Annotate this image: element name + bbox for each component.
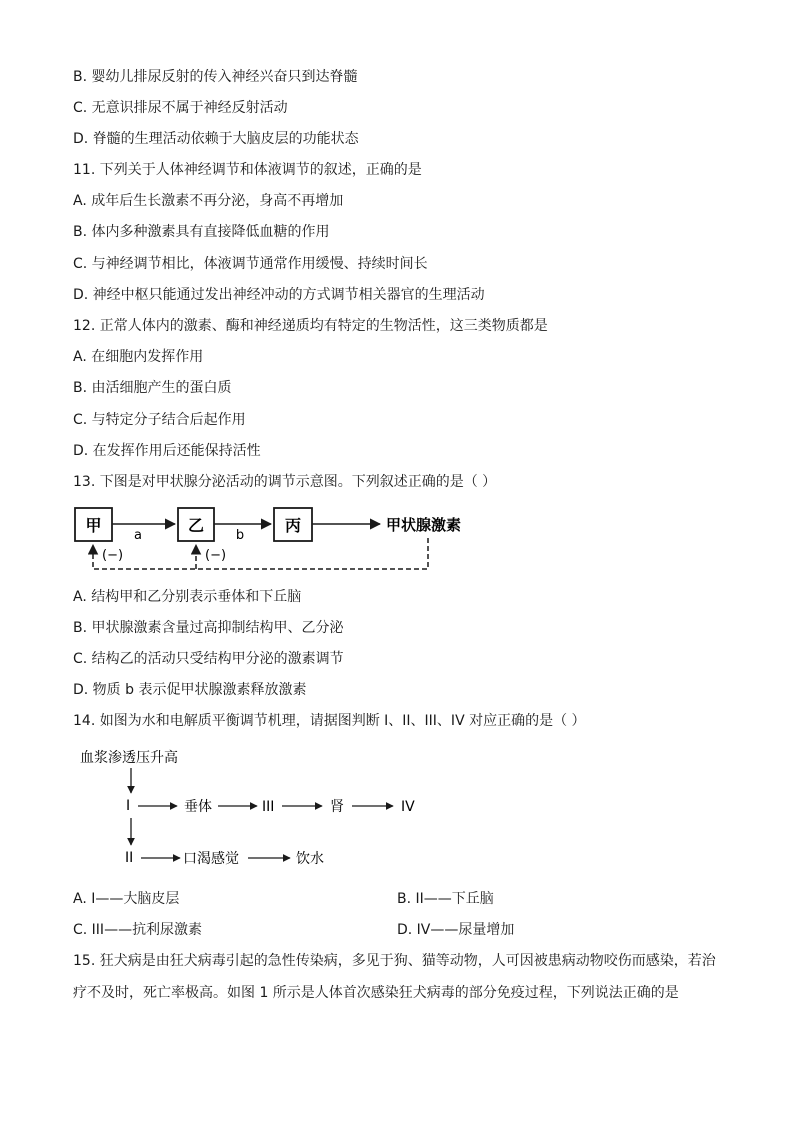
option-13c: C. 结构乙的活动只受结构甲分泌的激素调节	[73, 651, 344, 667]
question-14-stem: 14. 如图为水和电解质平衡调节机理，请据图判断 I、II、III、IV 对应正确的是（ ）	[73, 713, 586, 729]
option-14d: D. IV——尿量增加	[397, 922, 515, 938]
label-b: b	[235, 528, 245, 543]
option-12d: D. 在发挥作用后还能保持活性	[73, 443, 261, 459]
node-i: I	[126, 798, 131, 814]
box-bing	[274, 508, 312, 541]
option-12a: A. 在细胞内发挥作用	[73, 349, 204, 365]
inhibit-label-2: (−)	[205, 548, 227, 563]
box-yi	[178, 508, 214, 541]
question-15-stem-line2: 疗不及时，死亡率极高。如图 1 所示是人体首次感染狂犬病毒的部分免疫过程，下列说法正确的是	[73, 985, 679, 1001]
option-13d: D. 物质 b 表示促甲状腺激素释放激素	[73, 682, 307, 698]
option-10d: D. 脊髓的生理活动依赖于大脑皮层的功能状态	[73, 131, 359, 147]
question-12-stem: 12. 正常人体内的激素、酶和神经递质均有特定的生物活性，这三类物质都是	[73, 318, 548, 334]
question-11-stem: 11. 下列关于人体神经调节和体液调节的叙述，正确的是	[73, 162, 422, 178]
option-14b: B. II——下丘脑	[397, 891, 494, 907]
plasma-osmolarity-rise: 血浆渗透压升高	[80, 750, 178, 766]
node-thirst: 口渴感觉	[183, 851, 239, 867]
label-a: a	[134, 528, 142, 543]
option-11b: B. 体内多种激素具有直接降低血糖的作用	[73, 224, 330, 240]
question-13-stem: 13. 下图是对甲状腺分泌活动的调节示意图。下列叙述正确的是（ ）	[73, 474, 497, 490]
option-11c: C. 与神经调节相比，体液调节通常作用缓慢、持续时间长	[73, 256, 428, 272]
node-ii: II	[125, 850, 134, 866]
option-14a: A. I——大脑皮层	[73, 891, 180, 907]
output-thyroid-hormone: 甲状腺激素	[386, 516, 462, 534]
question-15-stem-line1: 15. 狂犬病是由狂犬病毒引起的急性传染病，多见于狗、猫等动物，人可因被患病动物咬伤而感染，若治	[73, 953, 716, 969]
option-11a: A. 成年后生长激素不再分泌，身高不再增加	[73, 193, 344, 209]
option-13a: A. 结构甲和乙分别表示垂体和下丘脑	[73, 589, 302, 605]
node-iv: IV	[401, 799, 415, 815]
node-kidney: 肾	[330, 799, 344, 815]
box-jia	[75, 508, 112, 541]
box-jia-label: 甲	[85, 516, 102, 535]
option-10c: C. 无意识排尿不属于神经反射活动	[73, 100, 288, 116]
option-11d: D. 神经中枢只能通过发出神经冲动的方式调节相关器官的生理活动	[73, 287, 485, 303]
box-bing-label: 丙	[284, 516, 302, 535]
inhibit-label-1: (−)	[102, 548, 124, 563]
node-drink: 饮水	[296, 851, 324, 867]
option-12b: B. 由活细胞产生的蛋白质	[73, 380, 232, 396]
node-pituitary: 垂体	[184, 799, 212, 815]
box-yi-label: 乙	[187, 516, 205, 535]
option-13b: B. 甲状腺激素含量过高抑制结构甲、乙分泌	[73, 620, 344, 636]
option-10b: B. 婴幼儿排尿反射的传入神经兴奋只到达脊髓	[73, 69, 358, 85]
option-14c: C. III——抗利尿激素	[73, 922, 203, 938]
node-iii: III	[262, 799, 275, 815]
option-12c: C. 与特定分子结合后起作用	[73, 412, 246, 428]
